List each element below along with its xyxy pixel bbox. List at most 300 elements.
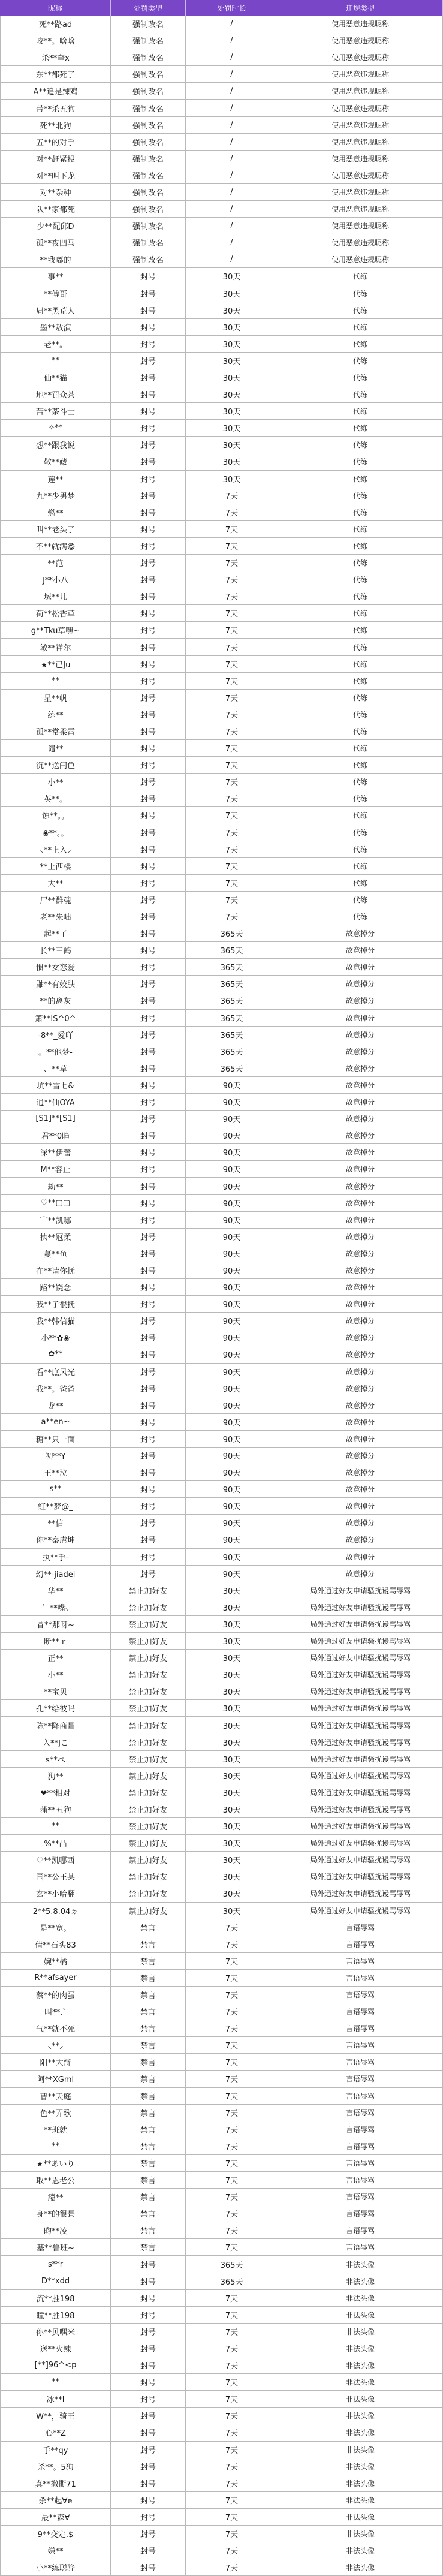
cell-type: 封号 xyxy=(111,875,186,891)
cell-name: 逍**仙OYA xyxy=(0,1094,111,1110)
table-row xyxy=(0,1616,443,1633)
cell-reason: 局外通过好友申请骚扰谩骂辱骂 xyxy=(278,1599,443,1615)
cell-reason: 言语辱骂 xyxy=(278,1953,443,1969)
cell-name: 入**Jこ xyxy=(0,1734,111,1750)
cell-type: 禁止加好友 xyxy=(111,1885,186,1901)
table-row xyxy=(0,2442,443,2458)
cell-type: 禁止加好友 xyxy=(111,1700,186,1716)
cell-duration: 365天 xyxy=(186,1043,278,1060)
table-row xyxy=(0,2324,443,2340)
table-row xyxy=(0,757,443,774)
header-reason: 违规类型 xyxy=(278,0,443,16)
cell-reason: 故意掉分 xyxy=(278,1010,443,1026)
cell-type: 禁止加好友 xyxy=(111,1717,186,1733)
cell-reason: 非法头像 xyxy=(278,2340,443,2357)
table-row xyxy=(0,1010,443,1027)
cell-duration: 7天 xyxy=(186,706,278,723)
cell-type: 封号 xyxy=(111,1464,186,1480)
table-row xyxy=(0,1784,443,1801)
cell-name: ⸜**⸝ xyxy=(0,2037,111,2053)
cell-duration: / xyxy=(186,32,278,49)
cell-type: 封号 xyxy=(111,336,186,352)
cell-name: 糖**只一面 xyxy=(0,1431,111,1447)
cell-duration: 30天 xyxy=(186,353,278,369)
cell-name: -8**_爱吖 xyxy=(0,1027,111,1043)
table-row xyxy=(0,2526,443,2542)
cell-name: 谴** xyxy=(0,740,111,756)
cell-type: 强制改名 xyxy=(111,234,186,251)
cell-reason: 使用恶意违规昵称 xyxy=(278,117,443,133)
cell-reason: 非法头像 xyxy=(278,2458,443,2475)
cell-duration: 90天 xyxy=(186,1549,278,1565)
table-row xyxy=(0,723,443,740)
cell-duration: 30天 xyxy=(186,1751,278,1767)
cell-type: 封号 xyxy=(111,925,186,941)
cell-reason: 非法头像 xyxy=(278,2492,443,2508)
cell-duration: 7天 xyxy=(186,2492,278,2508)
table-row xyxy=(0,1549,443,1566)
cell-name: 9**交定.$ xyxy=(0,2526,111,2542)
cell-reason: 言语辱骂 xyxy=(278,2020,443,2036)
cell-type: 封号 xyxy=(111,1448,186,1464)
cell-duration: / xyxy=(186,201,278,217)
cell-duration: 7天 xyxy=(186,824,278,841)
table-row xyxy=(0,453,443,470)
cell-name: 尸**群魂 xyxy=(0,892,111,908)
cell-reason: 言语辱骂 xyxy=(278,2003,443,2020)
cell-type: 封号 xyxy=(111,1481,186,1497)
cell-reason: 代练 xyxy=(278,622,443,638)
cell-reason: 代练 xyxy=(278,690,443,706)
cell-reason: 代练 xyxy=(278,858,443,874)
cell-duration: 30天 xyxy=(186,1903,278,1919)
cell-type: 封号 xyxy=(111,1380,186,1397)
cell-name: 心**Z xyxy=(0,2424,111,2440)
cell-duration: 7天 xyxy=(186,2172,278,2188)
cell-type: 封号 xyxy=(111,453,186,470)
cell-reason: 代练 xyxy=(278,807,443,823)
cell-type: 禁言 xyxy=(111,2020,186,2036)
cell-type: 禁止加好友 xyxy=(111,1666,186,1683)
table-row xyxy=(0,1666,443,1683)
cell-type: 禁言 xyxy=(111,1987,186,2003)
cell-duration: 365天 xyxy=(186,925,278,941)
table-row xyxy=(0,2155,443,2172)
cell-name: 五**的对手 xyxy=(0,134,111,150)
cell-type: 封号 xyxy=(111,504,186,520)
cell-reason: 言语辱骂 xyxy=(278,2172,443,2188)
cell-name: 沉**送闩色 xyxy=(0,757,111,773)
cell-name: J**小八 xyxy=(0,571,111,588)
cell-type: 封号 xyxy=(111,1111,186,1127)
cell-name: 气**就不死 xyxy=(0,2020,111,2036)
table-row xyxy=(0,1212,443,1229)
cell-duration: 7天 xyxy=(186,807,278,823)
cell-duration: 7天 xyxy=(186,622,278,638)
cell-name: 华** xyxy=(0,1582,111,1599)
table-row xyxy=(0,218,443,234)
cell-duration: 30天 xyxy=(186,471,278,487)
table-row xyxy=(0,1043,443,1060)
cell-name: 叫**.` xyxy=(0,2003,111,2020)
cell-name: ゛**嘴⸜ xyxy=(0,1599,111,1615)
cell-type: 强制改名 xyxy=(111,251,186,267)
cell-duration: 30天 xyxy=(186,386,278,402)
table-row xyxy=(0,201,443,218)
cell-reason: 故意掉分 xyxy=(278,1178,443,1194)
table-row xyxy=(0,1903,443,1919)
cell-name: ** xyxy=(0,2138,111,2154)
cell-duration: / xyxy=(186,100,278,116)
cell-duration: 7天 xyxy=(186,2458,278,2475)
cell-type: 封号 xyxy=(111,1414,186,1430)
cell-name: 小** xyxy=(0,774,111,790)
table-row xyxy=(0,2222,443,2239)
table-row xyxy=(0,1700,443,1717)
cell-duration: 90天 xyxy=(186,1364,278,1380)
table-row xyxy=(0,2475,443,2492)
cell-type: 强制改名 xyxy=(111,201,186,217)
table-row xyxy=(0,1127,443,1144)
cell-type: 禁言 xyxy=(111,1953,186,1969)
cell-duration: 365天 xyxy=(186,942,278,958)
cell-duration: 30天 xyxy=(186,1633,278,1649)
cell-name: s**ぺ xyxy=(0,1751,111,1767)
cell-duration: 7天 xyxy=(186,2307,278,2323)
cell-type: 封号 xyxy=(111,521,186,537)
table-row xyxy=(0,1195,443,1212)
cell-name: 红**梦@_ xyxy=(0,1498,111,1514)
cell-type: 禁言 xyxy=(111,2222,186,2238)
cell-duration: 90天 xyxy=(186,1346,278,1362)
cell-type: 封号 xyxy=(111,992,186,1009)
cell-reason: 故意掉分 xyxy=(278,1279,443,1295)
table-row xyxy=(0,959,443,976)
table-row xyxy=(0,521,443,538)
table-row xyxy=(0,1364,443,1380)
cell-type: 封号 xyxy=(111,2542,186,2559)
cell-reason: 使用恶意违规昵称 xyxy=(278,151,443,167)
cell-duration: 7天 xyxy=(186,1936,278,1952)
cell-type: 封号 xyxy=(111,858,186,874)
cell-reason: 代练 xyxy=(278,471,443,487)
table-row xyxy=(0,1818,443,1835)
cell-type: 封号 xyxy=(111,1127,186,1143)
table-row xyxy=(0,1768,443,1784)
cell-name: D**xdd xyxy=(0,2273,111,2289)
cell-duration: 7天 xyxy=(186,1919,278,1936)
cell-name: 君**0瞳 xyxy=(0,1127,111,1143)
cell-type: 封号 xyxy=(111,1010,186,1026)
cell-type: 禁言 xyxy=(111,2155,186,2171)
cell-name: 坑**雪七& xyxy=(0,1077,111,1093)
cell-type: 禁止加好友 xyxy=(111,1801,186,1817)
cell-duration: 90天 xyxy=(186,1144,278,1160)
cell-name: 冰**l xyxy=(0,2391,111,2407)
cell-reason: 非法头像 xyxy=(278,2442,443,2458)
cell-duration: 30天 xyxy=(186,1801,278,1817)
cell-type: 封号 xyxy=(111,942,186,958)
table-row xyxy=(0,690,443,706)
cell-type: 封号 xyxy=(111,2475,186,2491)
cell-reason: 非法头像 xyxy=(278,2542,443,2559)
cell-duration: 7天 xyxy=(186,2324,278,2340)
cell-name: **傅哥 xyxy=(0,285,111,302)
cell-type: 封号 xyxy=(111,268,186,284)
cell-duration: 30天 xyxy=(186,369,278,386)
cell-reason: 言语辱骂 xyxy=(278,1987,443,2003)
cell-duration: 7天 xyxy=(186,2121,278,2138)
cell-name: 瞳**胜198 xyxy=(0,2307,111,2323)
cell-duration: 30天 xyxy=(186,268,278,284)
table-row xyxy=(0,908,443,925)
table-row xyxy=(0,2239,443,2256)
cell-type: 禁止加好友 xyxy=(111,1633,186,1649)
cell-type: 封号 xyxy=(111,976,186,992)
table-row xyxy=(0,151,443,167)
cell-type: 禁止加好友 xyxy=(111,1818,186,1834)
table-row xyxy=(0,1852,443,1868)
table-row xyxy=(0,1717,443,1734)
cell-duration: 7天 xyxy=(186,1953,278,1969)
cell-name: 对**杂种 xyxy=(0,184,111,200)
cell-duration: 365天 xyxy=(186,2256,278,2272)
cell-duration: 7天 xyxy=(186,2408,278,2424)
cell-name: 莲** xyxy=(0,471,111,487)
cell-duration: 7天 xyxy=(186,538,278,554)
cell-type: 封号 xyxy=(111,639,186,655)
cell-name: ** xyxy=(0,2374,111,2390)
cell-reason: 非法头像 xyxy=(278,2324,443,2340)
cell-name: 墨**敖演 xyxy=(0,319,111,335)
cell-duration: 365天 xyxy=(186,959,278,975)
cell-reason: 局外通过好友申请骚扰谩骂辱骂 xyxy=(278,1582,443,1599)
cell-reason: 代练 xyxy=(278,437,443,453)
cell-name: 。**他梦- xyxy=(0,1043,111,1060)
cell-name: 真**撤撕71 xyxy=(0,2475,111,2491)
cell-type: 禁言 xyxy=(111,2003,186,2020)
cell-name: 正** xyxy=(0,1650,111,1666)
cell-duration: 7天 xyxy=(186,2340,278,2357)
cell-duration: 30天 xyxy=(186,1650,278,1666)
cell-duration: / xyxy=(186,251,278,267)
table-row xyxy=(0,1835,443,1852)
cell-name: ** xyxy=(0,353,111,369)
cell-reason: 故意掉分 xyxy=(278,1414,443,1430)
cell-type: 封号 xyxy=(111,673,186,689)
cell-type: 禁止加好友 xyxy=(111,1582,186,1599)
table-row xyxy=(0,167,443,184)
cell-reason: 故意掉分 xyxy=(278,1094,443,1110)
cell-type: 强制改名 xyxy=(111,167,186,183)
cell-type: 强制改名 xyxy=(111,100,186,116)
cell-duration: 7天 xyxy=(186,2509,278,2525)
cell-duration: 90天 xyxy=(186,1279,278,1295)
cell-type: 封号 xyxy=(111,2273,186,2289)
cell-type: 封号 xyxy=(111,622,186,638)
cell-type: 封号 xyxy=(111,1212,186,1228)
cell-name: 长**三鹤 xyxy=(0,942,111,958)
cell-reason: 代练 xyxy=(278,875,443,891)
cell-type: 封号 xyxy=(111,2256,186,2272)
cell-reason: 故意掉分 xyxy=(278,1380,443,1397)
cell-reason: 故意掉分 xyxy=(278,1144,443,1160)
cell-type: 强制改名 xyxy=(111,117,186,133)
cell-name: 大** xyxy=(0,875,111,891)
table-row xyxy=(0,2290,443,2307)
cell-reason: 使用恶意违规昵称 xyxy=(278,201,443,217)
cell-duration: 7天 xyxy=(186,588,278,604)
cell-reason: 非法头像 xyxy=(278,2424,443,2440)
cell-reason: 故意掉分 xyxy=(278,959,443,975)
table-row xyxy=(0,2307,443,2324)
cell-duration: 7天 xyxy=(186,858,278,874)
cell-name: ✿** xyxy=(0,1346,111,1362)
cell-duration: 365天 xyxy=(186,1060,278,1076)
cell-type: 禁言 xyxy=(111,2138,186,2154)
cell-type: 封号 xyxy=(111,790,186,806)
cell-name: 我**。爸爸 xyxy=(0,1380,111,1397)
table-row xyxy=(0,1296,443,1313)
cell-reason: 代练 xyxy=(278,706,443,723)
table-row xyxy=(0,32,443,49)
table-row xyxy=(0,2559,443,2576)
cell-type: 封号 xyxy=(111,2290,186,2306)
cell-type: 封号 xyxy=(111,1329,186,1346)
cell-reason: 言语辱骂 xyxy=(278,2222,443,2238)
cell-type: 封号 xyxy=(111,959,186,975)
cell-type: 禁止加好友 xyxy=(111,1599,186,1615)
cell-duration: 90天 xyxy=(186,1127,278,1143)
cell-type: 封号 xyxy=(111,723,186,739)
cell-name: 叫**老头子 xyxy=(0,521,111,537)
cell-name: 劫** xyxy=(0,1178,111,1194)
table-row xyxy=(0,1683,443,1700)
table-row xyxy=(0,1566,443,1582)
cell-name: 身**的很景 xyxy=(0,2205,111,2222)
cell-type: 封号 xyxy=(111,1498,186,1514)
cell-name: 起**了 xyxy=(0,925,111,941)
cell-duration: 7天 xyxy=(186,2475,278,2491)
cell-reason: 代练 xyxy=(278,723,443,739)
table-row xyxy=(0,571,443,588)
table-row xyxy=(0,2458,443,2475)
cell-reason: 言语辱骂 xyxy=(278,2138,443,2154)
cell-type: 封号 xyxy=(111,690,186,706)
table-row xyxy=(0,538,443,555)
cell-name: 孔**给彼吗 xyxy=(0,1700,111,1716)
table-row xyxy=(0,386,443,403)
table-row xyxy=(0,1885,443,1902)
cell-duration: 90天 xyxy=(186,1212,278,1228)
cell-type: 封号 xyxy=(111,302,186,318)
cell-reason: 故意掉分 xyxy=(278,1515,443,1531)
cell-reason: 代练 xyxy=(278,908,443,925)
table-row xyxy=(0,251,443,268)
cell-duration: 7天 xyxy=(186,2442,278,2458)
cell-duration: 7天 xyxy=(186,757,278,773)
cell-reason: 故意掉分 xyxy=(278,992,443,1009)
cell-reason: 故意掉分 xyxy=(278,1431,443,1447)
cell-type: 封号 xyxy=(111,807,186,823)
cell-name: R**afsayer xyxy=(0,1970,111,1986)
cell-type: 禁止加好友 xyxy=(111,1650,186,1666)
cell-name: 、**草 xyxy=(0,1060,111,1076)
table-row xyxy=(0,1650,443,1666)
cell-name: W**，骑王 xyxy=(0,2408,111,2424)
cell-type: 封号 xyxy=(111,841,186,857)
cell-name: s** xyxy=(0,1481,111,1497)
cell-reason: 使用恶意违规昵称 xyxy=(278,167,443,183)
table-row xyxy=(0,2071,443,2087)
cell-duration: 7天 xyxy=(186,2205,278,2222)
cell-duration: / xyxy=(186,167,278,183)
cell-name: 幻**-jiadei xyxy=(0,1566,111,1582)
cell-name: 孤**夜凹马 xyxy=(0,234,111,251)
table-row xyxy=(0,66,443,83)
cell-duration: / xyxy=(186,16,278,32)
cell-name: **宝贝 xyxy=(0,1683,111,1699)
cell-duration: 30天 xyxy=(186,403,278,419)
cell-type: 禁言 xyxy=(111,1936,186,1952)
cell-type: 封号 xyxy=(111,1161,186,1177)
cell-duration: 7天 xyxy=(186,908,278,925)
cell-name: 蔓**鱼 xyxy=(0,1245,111,1262)
cell-duration: 30天 xyxy=(186,319,278,335)
cell-type: 封号 xyxy=(111,555,186,571)
table-row xyxy=(0,1262,443,1279)
cell-reason: 非法头像 xyxy=(278,2391,443,2407)
cell-duration: 7天 xyxy=(186,2088,278,2104)
cell-reason: 故意掉分 xyxy=(278,1566,443,1582)
cell-name: M**容止 xyxy=(0,1161,111,1177)
cell-type: 封号 xyxy=(111,471,186,487)
table-row xyxy=(0,49,443,66)
cell-reason: 代练 xyxy=(278,571,443,588)
cell-reason: 使用恶意违规昵称 xyxy=(278,32,443,49)
table-row xyxy=(0,1987,443,2003)
cell-duration: 7天 xyxy=(186,2003,278,2020)
cell-name: **上西楼 xyxy=(0,858,111,874)
cell-type: 封号 xyxy=(111,1364,186,1380)
table-row xyxy=(0,234,443,251)
table-row xyxy=(0,1448,443,1464)
table-row xyxy=(0,2054,443,2071)
table-row xyxy=(0,1599,443,1616)
table-row xyxy=(0,555,443,571)
cell-name: 执**冠柔 xyxy=(0,1229,111,1245)
cell-type: 封号 xyxy=(111,1566,186,1582)
cell-name: 周**黑荒人 xyxy=(0,302,111,318)
cell-reason: 故意掉分 xyxy=(278,1229,443,1245)
cell-name: 少**配邱D xyxy=(0,218,111,234)
cell-name: 练** xyxy=(0,706,111,723)
cell-reason: 非法头像 xyxy=(278,2256,443,2272)
table-row xyxy=(0,2391,443,2408)
table-row xyxy=(0,184,443,201)
cell-name: 最**森∀ xyxy=(0,2509,111,2525)
table-row xyxy=(0,353,443,369)
cell-type: 封号 xyxy=(111,487,186,504)
cell-type: 禁言 xyxy=(111,2088,186,2104)
cell-reason: 代练 xyxy=(278,757,443,773)
cell-duration: 7天 xyxy=(186,723,278,739)
cell-duration: / xyxy=(186,184,278,200)
cell-reason: 非法头像 xyxy=(278,2307,443,2323)
cell-reason: 故意掉分 xyxy=(278,976,443,992)
cell-duration: 30天 xyxy=(186,1666,278,1683)
cell-type: 封号 xyxy=(111,1279,186,1295)
